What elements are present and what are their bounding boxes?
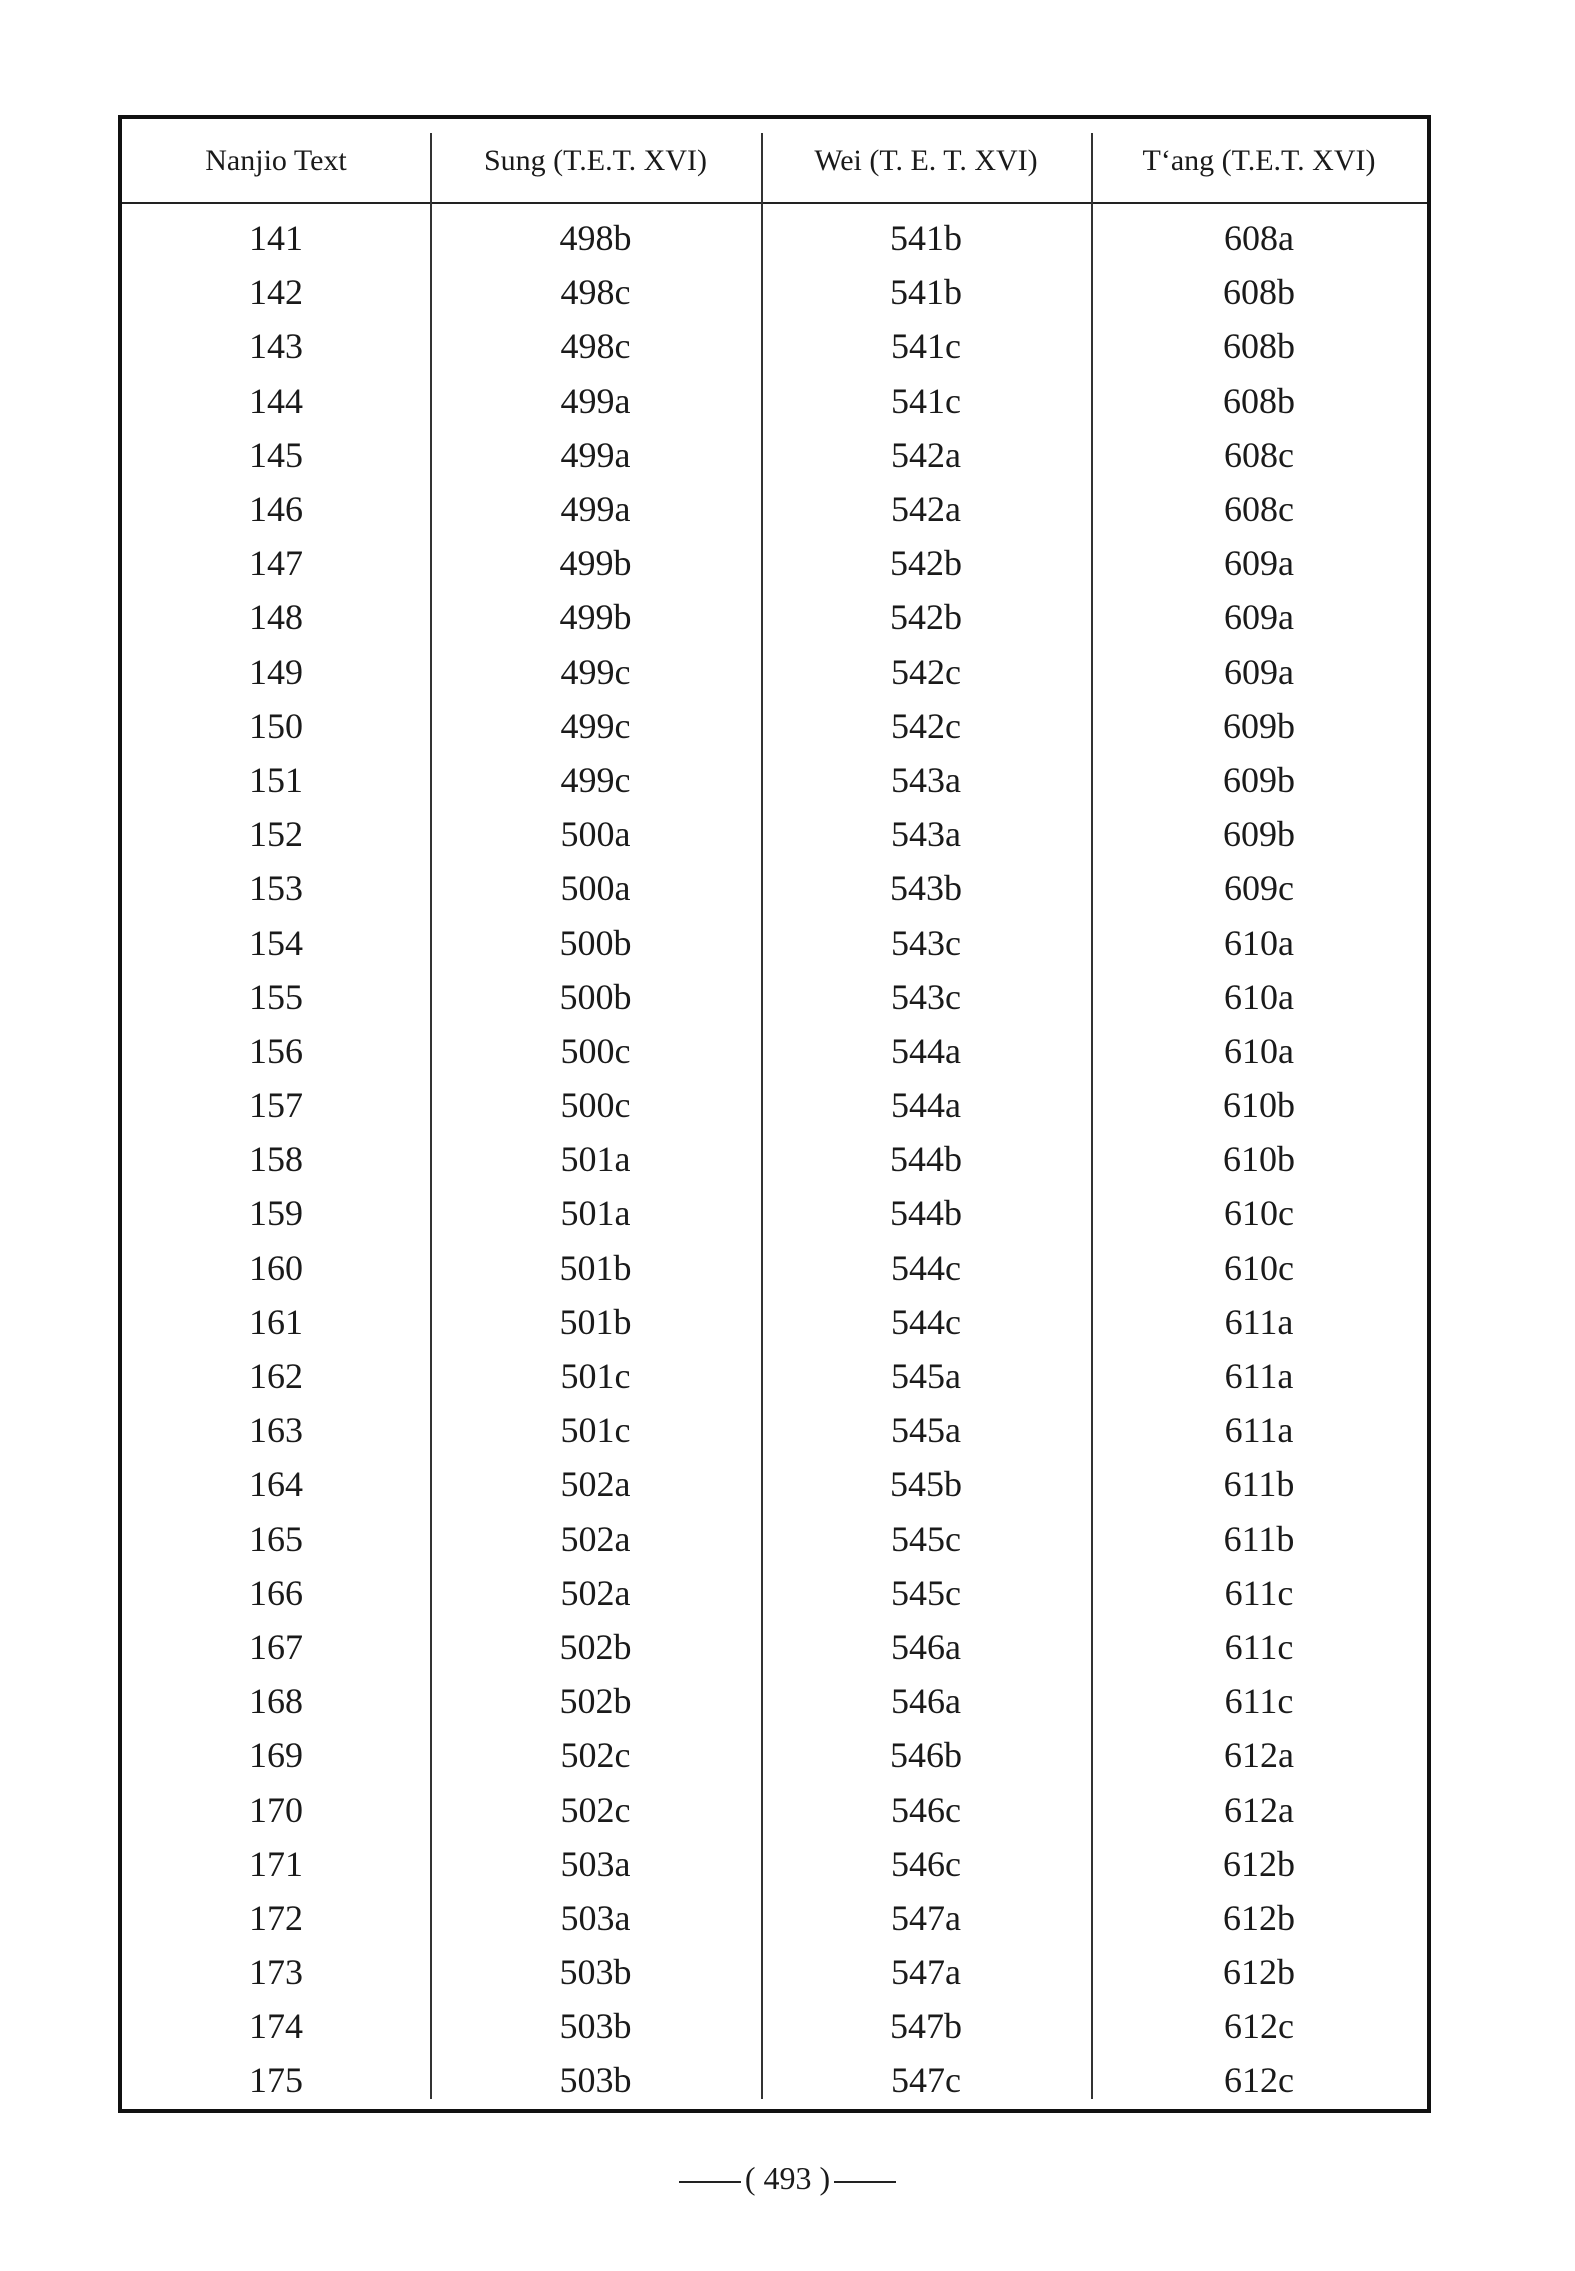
cell-wei: 543c — [891, 922, 961, 963]
cell-nanjio: 173 — [249, 1952, 303, 1993]
table-row — [122, 1512, 1427, 1566]
cell-sung: 500b — [559, 976, 632, 1017]
cell-wei: 544c — [891, 1301, 961, 1342]
cell-tang: 610c — [1224, 1193, 1294, 1234]
cell-nanjio: 160 — [249, 1247, 303, 1288]
table-row — [122, 1620, 1427, 1674]
cell-sung: 499c — [560, 759, 631, 800]
cell-sung: 502a — [560, 1464, 631, 1505]
cell-tang: 610a — [1224, 976, 1294, 1017]
cell-sung: 501a — [560, 1193, 631, 1234]
cell-tang: 610c — [1224, 1247, 1294, 1288]
cell-nanjio: 143 — [249, 326, 303, 367]
cell-tang: 608a — [1224, 218, 1294, 259]
cell-nanjio: 153 — [249, 868, 303, 909]
cell-wei: 545c — [891, 1518, 961, 1559]
cell-wei: 546c — [891, 1843, 961, 1884]
cell-tang: 611c — [1224, 1626, 1294, 1667]
footer-open-paren: ( — [744, 2160, 756, 2196]
cell-sung: 503a — [560, 1843, 631, 1884]
cell-sung: 502c — [560, 1735, 631, 1776]
cell-nanjio: 165 — [249, 1518, 303, 1559]
cell-nanjio: 144 — [249, 380, 303, 421]
cell-tang: 608c — [1224, 434, 1294, 475]
cell-nanjio: 170 — [249, 1789, 303, 1830]
cell-sung: 500c — [560, 1085, 631, 1126]
cell-sung: 499a — [560, 434, 631, 475]
cell-wei: 543c — [891, 976, 961, 1017]
cell-tang: 611b — [1223, 1464, 1295, 1505]
cell-tang: 611a — [1224, 1410, 1294, 1451]
cell-tang: 612b — [1223, 1897, 1295, 1938]
table-row — [122, 1837, 1427, 1891]
table-row — [122, 753, 1427, 807]
table-row — [122, 2053, 1427, 2107]
cell-nanjio: 146 — [249, 489, 303, 530]
cell-sung: 503b — [559, 2006, 632, 2047]
cell-wei: 544b — [890, 1193, 962, 1234]
cell-wei: 547a — [891, 1897, 961, 1938]
cell-tang: 609a — [1224, 651, 1294, 692]
cell-nanjio: 162 — [249, 1356, 303, 1397]
table-row — [122, 1891, 1427, 1945]
cell-sung: 501c — [560, 1356, 631, 1397]
cell-nanjio: 168 — [249, 1681, 303, 1722]
cell-tang: 612a — [1224, 1789, 1294, 1830]
cell-nanjio: 171 — [249, 1843, 303, 1884]
cell-sung: 501b — [559, 1301, 632, 1342]
cell-nanjio: 172 — [249, 1897, 303, 1938]
table-row — [122, 1457, 1427, 1511]
cell-wei: 543b — [890, 868, 962, 909]
table-row — [122, 1186, 1427, 1240]
table-row — [122, 645, 1427, 699]
cell-wei: 546c — [891, 1789, 961, 1830]
concordance-table — [118, 115, 1431, 2113]
table-row — [122, 1024, 1427, 1078]
cell-sung: 501a — [560, 1139, 631, 1180]
table-row — [122, 970, 1427, 1024]
footer-left-rule — [679, 2181, 741, 2183]
table-row — [122, 590, 1427, 644]
cell-nanjio: 166 — [249, 1572, 303, 1613]
cell-tang: 609b — [1223, 705, 1295, 746]
cell-nanjio: 164 — [249, 1464, 303, 1505]
table-row — [122, 1295, 1427, 1349]
cell-sung: 498b — [559, 218, 632, 259]
cell-wei: 547c — [891, 2060, 961, 2101]
cell-wei: 546b — [890, 1735, 962, 1776]
cell-sung: 502b — [559, 1681, 632, 1722]
table-row — [122, 861, 1427, 915]
table-row — [122, 1403, 1427, 1457]
cell-tang: 611a — [1224, 1356, 1294, 1397]
page-number: 493 — [763, 2160, 812, 2196]
header-tang: T‘ang (T.E.T. XVI) — [1142, 143, 1376, 177]
cell-nanjio: 159 — [249, 1193, 303, 1234]
cell-wei: 542a — [891, 434, 961, 475]
cell-tang: 609a — [1224, 543, 1294, 584]
cell-tang: 611c — [1224, 1681, 1294, 1722]
cell-wei: 544b — [890, 1139, 962, 1180]
cell-sung: 503a — [560, 1897, 631, 1938]
header-sung: Sung (T.E.T. XVI) — [483, 143, 707, 177]
cell-wei: 542b — [890, 543, 962, 584]
cell-nanjio: 161 — [249, 1301, 303, 1342]
cell-tang: 611c — [1224, 1572, 1294, 1613]
table-row — [122, 699, 1427, 753]
cell-sung: 499a — [560, 380, 631, 421]
cell-tang: 609b — [1223, 759, 1295, 800]
table-row — [122, 536, 1427, 590]
cell-tang: 611a — [1224, 1301, 1294, 1342]
cell-nanjio: 151 — [249, 759, 303, 800]
cell-nanjio: 174 — [249, 2006, 303, 2047]
cell-sung: 498c — [560, 326, 631, 367]
table-row — [122, 1728, 1427, 1782]
cell-wei: 543a — [891, 759, 961, 800]
cell-sung: 499b — [559, 597, 632, 638]
cell-tang: 609b — [1223, 814, 1295, 855]
cell-tang: 611b — [1223, 1518, 1295, 1559]
cell-tang: 610b — [1223, 1139, 1295, 1180]
footer-right-rule — [834, 2181, 896, 2183]
cell-wei: 545c — [891, 1572, 961, 1613]
cell-nanjio: 150 — [249, 705, 303, 746]
cell-sung: 500b — [559, 922, 632, 963]
cell-sung: 501b — [559, 1247, 632, 1288]
cell-sung: 502c — [560, 1789, 631, 1830]
cell-sung: 499a — [560, 489, 631, 530]
cell-sung: 500a — [560, 868, 631, 909]
cell-sung: 502a — [560, 1572, 631, 1613]
header-wei: Wei (T. E. T. XVI) — [814, 143, 1038, 177]
cell-wei: 542b — [890, 597, 962, 638]
table-header-row — [122, 119, 1427, 204]
cell-tang: 612c — [1224, 2006, 1294, 2047]
cell-wei: 547b — [890, 2006, 962, 2047]
table-row — [122, 482, 1427, 536]
table-row — [122, 1999, 1427, 2053]
cell-sung: 500c — [560, 1030, 631, 1071]
cell-tang: 612c — [1224, 2060, 1294, 2101]
cell-sung: 503b — [559, 1952, 632, 1993]
cell-wei: 546a — [891, 1681, 961, 1722]
page-footer — [0, 2160, 1575, 2197]
cell-nanjio: 169 — [249, 1735, 303, 1776]
cell-tang: 612b — [1223, 1843, 1295, 1884]
cell-nanjio: 145 — [249, 434, 303, 475]
table-body — [122, 211, 1427, 2108]
cell-wei: 544a — [891, 1030, 961, 1071]
cell-nanjio: 148 — [249, 597, 303, 638]
table-row — [122, 211, 1427, 265]
cell-sung: 502a — [560, 1518, 631, 1559]
footer-close-paren: ) — [819, 2160, 831, 2196]
cell-sung: 502b — [559, 1626, 632, 1667]
cell-wei: 544c — [891, 1247, 961, 1288]
cell-wei: 542c — [891, 651, 961, 692]
table-row — [122, 807, 1427, 861]
cell-nanjio: 157 — [249, 1085, 303, 1126]
cell-nanjio: 141 — [249, 218, 303, 259]
table-row — [122, 1078, 1427, 1132]
cell-nanjio: 163 — [249, 1410, 303, 1451]
cell-tang: 608b — [1223, 326, 1295, 367]
cell-tang: 612a — [1224, 1735, 1294, 1776]
table-row — [122, 428, 1427, 482]
table-row — [122, 1132, 1427, 1186]
cell-nanjio: 147 — [249, 543, 303, 584]
table-row — [122, 915, 1427, 969]
header-nanjio-text: Nanjio Text — [205, 143, 347, 177]
cell-wei: 545a — [891, 1410, 961, 1451]
cell-wei: 545a — [891, 1356, 961, 1397]
cell-sung: 499c — [560, 651, 631, 692]
cell-tang: 608b — [1223, 380, 1295, 421]
cell-sung: 499b — [559, 543, 632, 584]
cell-wei: 544a — [891, 1085, 961, 1126]
cell-tang: 608c — [1224, 489, 1294, 530]
cell-wei: 547a — [891, 1952, 961, 1993]
table-row — [122, 1241, 1427, 1295]
cell-sung: 500a — [560, 814, 631, 855]
cell-wei: 541b — [890, 218, 962, 259]
cell-tang: 610a — [1224, 1030, 1294, 1071]
cell-tang: 609c — [1224, 868, 1294, 909]
table-row — [122, 265, 1427, 319]
cell-wei: 541c — [891, 380, 961, 421]
table-row — [122, 319, 1427, 373]
cell-nanjio: 142 — [249, 272, 303, 313]
cell-nanjio: 156 — [249, 1030, 303, 1071]
table-row — [122, 1782, 1427, 1836]
cell-sung: 501c — [560, 1410, 631, 1451]
cell-wei: 542c — [891, 705, 961, 746]
cell-tang: 610a — [1224, 922, 1294, 963]
cell-wei: 541c — [891, 326, 961, 367]
table-row — [122, 1349, 1427, 1403]
cell-sung: 503b — [559, 2060, 632, 2101]
cell-wei: 543a — [891, 814, 961, 855]
cell-wei: 542a — [891, 489, 961, 530]
cell-nanjio: 154 — [249, 922, 303, 963]
cell-nanjio: 167 — [249, 1626, 303, 1667]
cell-tang: 609a — [1224, 597, 1294, 638]
cell-sung: 499c — [560, 705, 631, 746]
table-row — [122, 1566, 1427, 1620]
cell-wei: 541b — [890, 272, 962, 313]
cell-tang: 610b — [1223, 1085, 1295, 1126]
cell-tang: 612b — [1223, 1952, 1295, 1993]
cell-sung: 498c — [560, 272, 631, 313]
cell-nanjio: 155 — [249, 976, 303, 1017]
cell-nanjio: 149 — [249, 651, 303, 692]
cell-nanjio: 158 — [249, 1139, 303, 1180]
cell-wei: 546a — [891, 1626, 961, 1667]
cell-nanjio: 175 — [249, 2060, 303, 2101]
cell-wei: 545b — [890, 1464, 962, 1505]
table-row — [122, 1674, 1427, 1728]
cell-tang: 608b — [1223, 272, 1295, 313]
table-row — [122, 374, 1427, 428]
cell-nanjio: 152 — [249, 814, 303, 855]
table-row — [122, 1945, 1427, 1999]
